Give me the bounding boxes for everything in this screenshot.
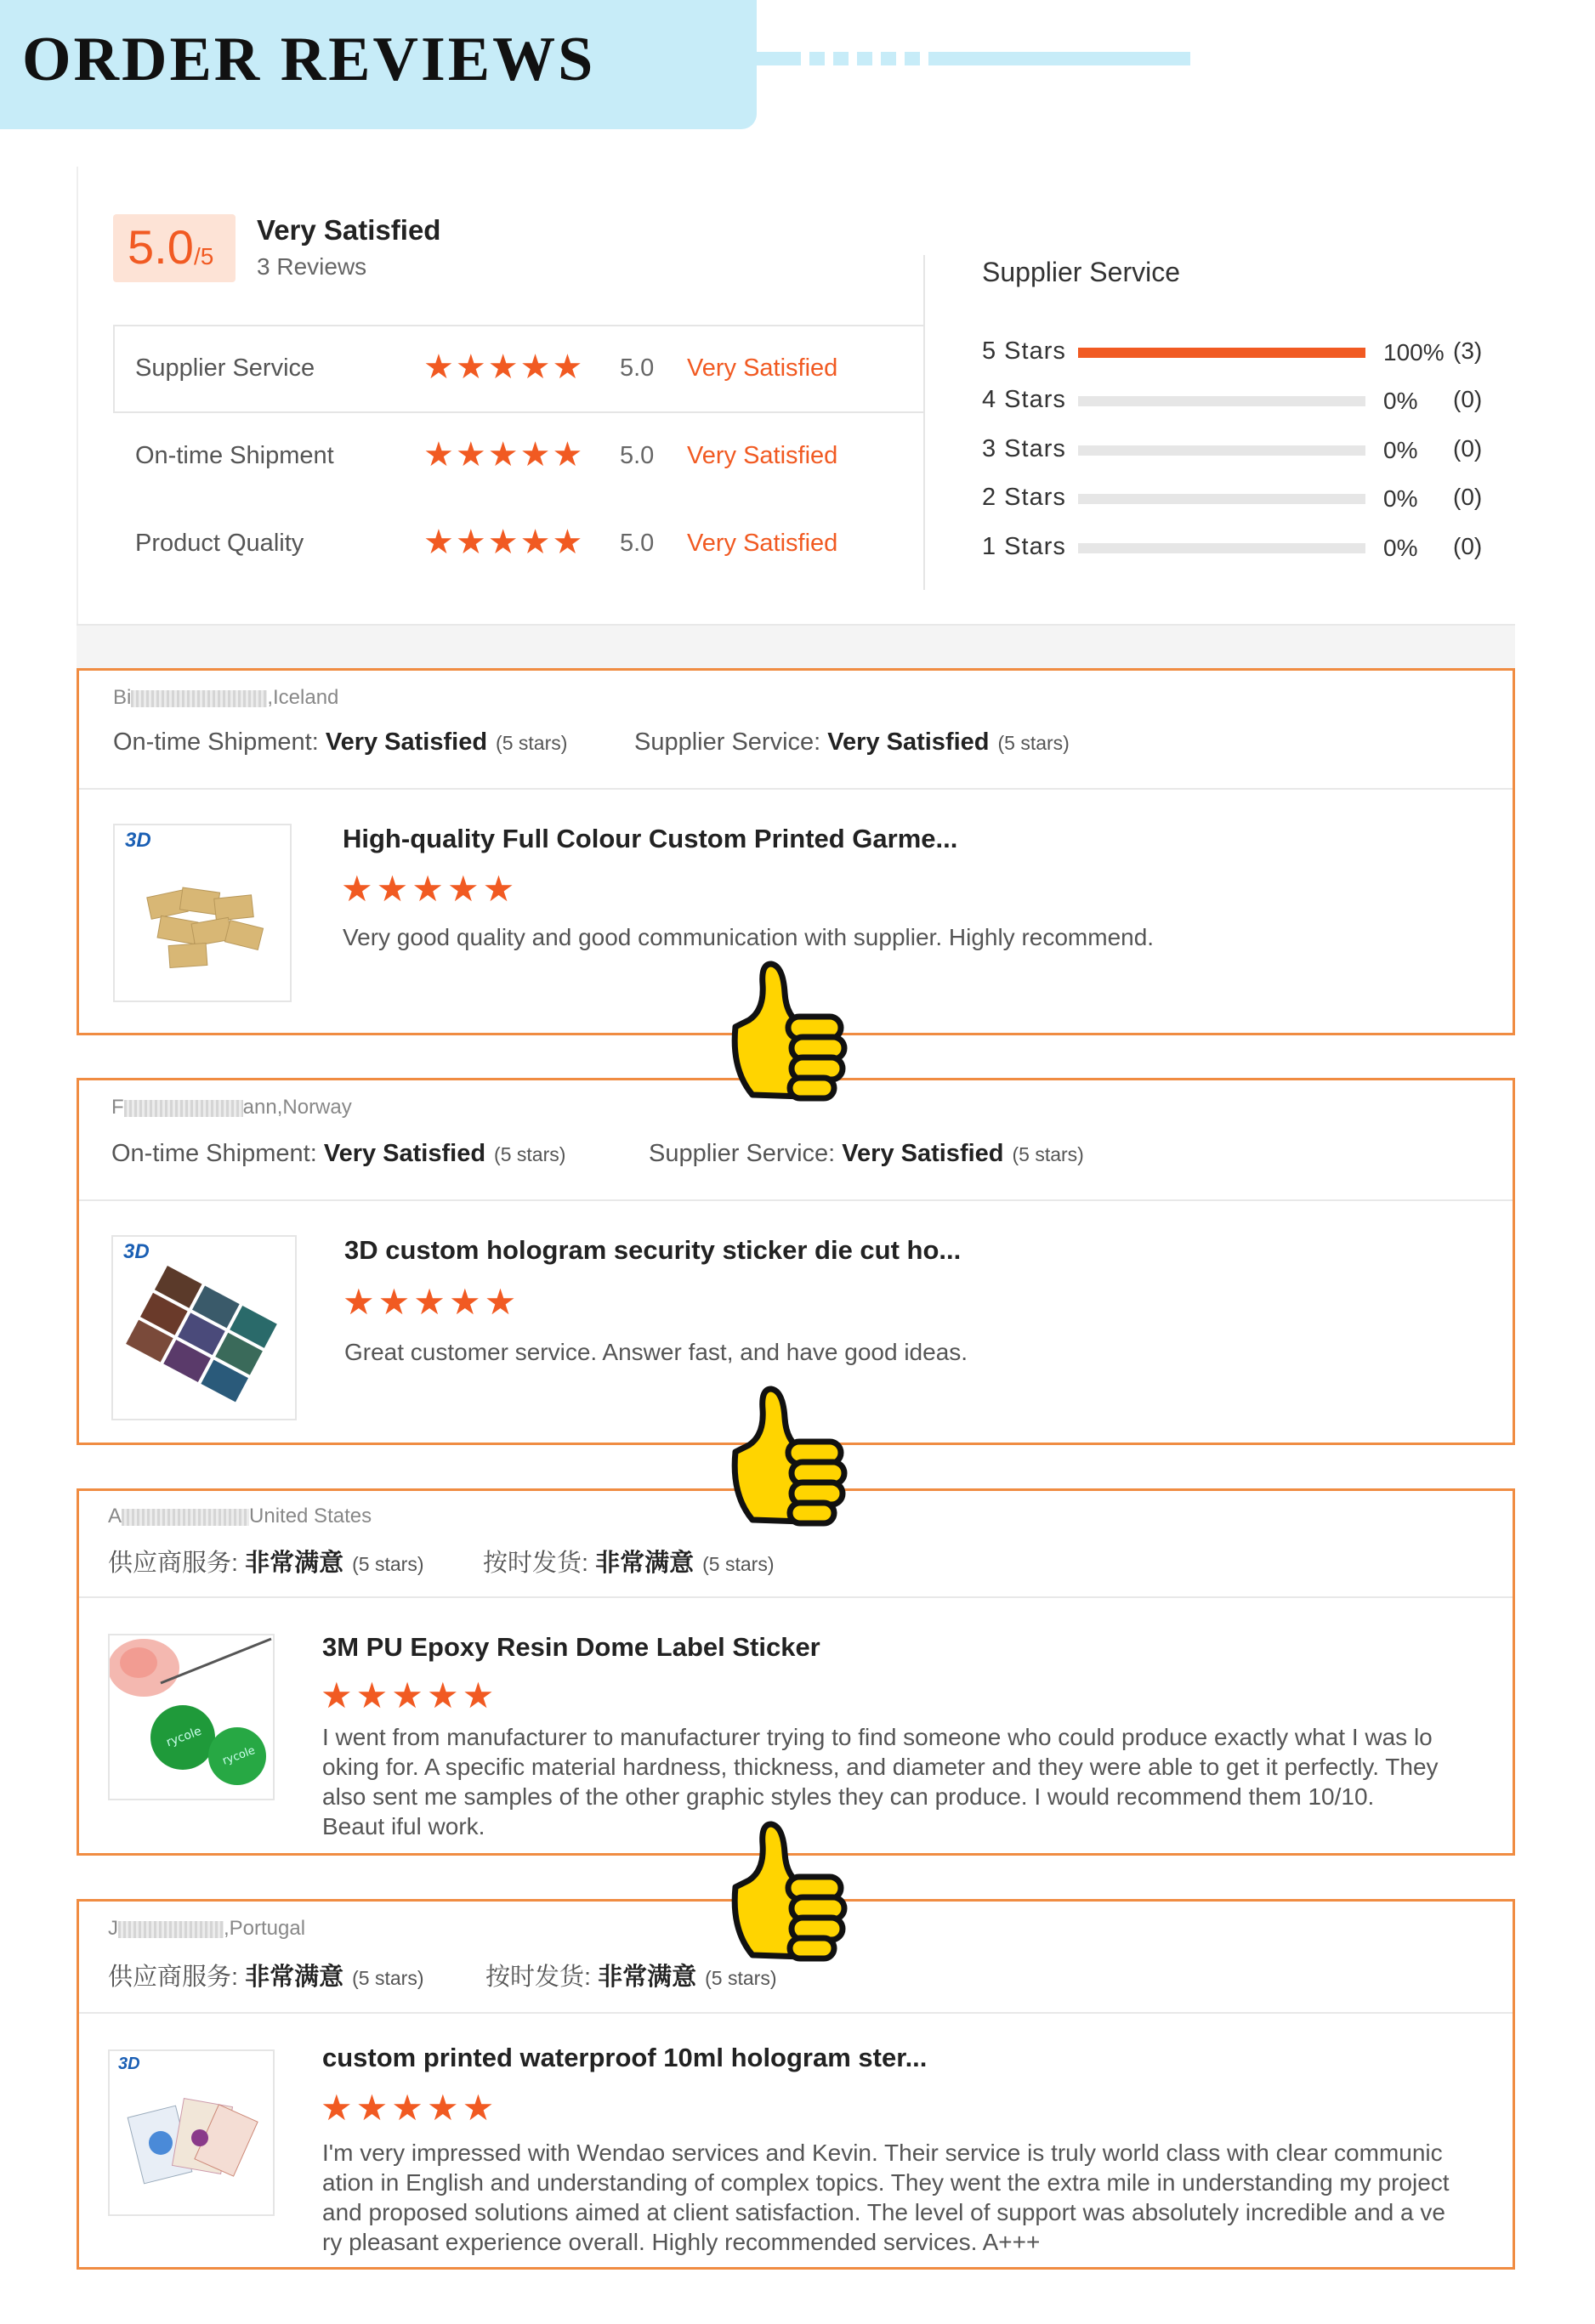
review-rating-stars: ★★★★★ — [343, 1282, 520, 1322]
product-title[interactable]: 3D custom hologram security sticker die cut ho... — [344, 1235, 962, 1265]
review-meta-shipment: On-time Shipment: Very Satisfied (5 stars) — [111, 1140, 566, 1167]
distribution-count: (0) — [1453, 484, 1483, 510]
review-meta-service: 供应商服务: 非常满意 (5 stars) — [108, 1550, 424, 1577]
distribution-label: 1 Stars — [982, 533, 1066, 560]
distribution-bar — [1078, 348, 1365, 358]
sub-rating-label: On-time Shipment — [135, 442, 334, 469]
distribution-pct: 0% — [1383, 388, 1418, 414]
banner-dash — [833, 52, 849, 65]
overall-score: 5.0 — [128, 220, 194, 274]
review-comment: I'm very impressed with Wendao services and Kevin. Their service is truly world class with clear communic ation in English and understanding of complex topics. They went the extra mile in understanding my project and proposed solutions aimed at client satisfaction. The level of support was absolutely incredible and a ve ry pleasant experience overall. Highly recommended services. A+++ — [322, 2140, 1450, 2255]
svg-text:rycole: rycole — [164, 1724, 204, 1750]
distribution-bar — [1078, 445, 1365, 456]
distribution-label: 5 Stars — [982, 337, 1066, 365]
dome-labels-image — [110, 1635, 275, 1800]
sub-rating-stars: ★★★★★ — [423, 349, 585, 386]
redacted-name — [118, 1921, 224, 1938]
redacted-name — [122, 1509, 249, 1526]
review-count: 3 Reviews — [257, 253, 367, 280]
distribution-count: (3) — [1453, 337, 1483, 364]
product-title[interactable]: 3M PU Epoxy Resin Dome Label Sticker — [322, 1632, 820, 1662]
product-image[interactable] — [108, 2049, 275, 2216]
banner-dash — [905, 52, 920, 65]
svg-text:rycole: rycole — [220, 1743, 258, 1768]
reviewer-name: F ann,Norway — [111, 1096, 352, 1119]
sub-rating-score: 5.0 — [620, 530, 655, 557]
card-divider — [79, 788, 1513, 790]
distribution-bar — [1078, 396, 1365, 406]
product-title[interactable]: custom printed waterproof 10ml hologram ster... — [322, 2043, 928, 2072]
divider — [923, 255, 925, 325]
overall-label: Very Satisfied — [257, 214, 441, 246]
distribution-label: 2 Stars — [982, 484, 1066, 511]
summary-gray-band — [77, 626, 1515, 668]
distribution-pct: 0% — [1383, 535, 1418, 561]
sub-rating-text: Very Satisfied — [687, 530, 838, 557]
sub-rating-score: 5.0 — [620, 354, 655, 382]
distribution-count: (0) — [1453, 435, 1483, 462]
reviewer-name: Bi ,Iceland — [113, 686, 339, 709]
thumbs-up-icon — [718, 1384, 854, 1537]
distribution-pct: 0% — [1383, 437, 1418, 463]
product-image[interactable] — [108, 1634, 275, 1800]
reviewer-name: J ,Portugal — [108, 1917, 306, 1940]
review-comment: Very good quality and good communication with supplier. Highly recommend. — [343, 924, 1155, 950]
reviewer-name: A United States — [108, 1505, 372, 1528]
distribution-bar — [1078, 494, 1365, 504]
distribution-bar — [1078, 543, 1365, 553]
distribution-count: (0) — [1453, 533, 1483, 559]
sub-rating-text: Very Satisfied — [687, 442, 838, 469]
brand-logo-icon: 3D — [123, 1240, 150, 1263]
banner-dash — [881, 52, 896, 65]
brand-logo-icon: 3D — [125, 829, 151, 852]
review-rating-stars: ★★★★★ — [321, 1675, 498, 1715]
review-meta-shipment: 按时发货: 非常满意 (5 stars) — [483, 1550, 775, 1577]
card-divider — [79, 1596, 1513, 1598]
review-card — [77, 1488, 1515, 1856]
redacted-name — [131, 690, 267, 707]
thumbs-up-icon — [718, 1819, 854, 1972]
sub-rating-label: Supplier Service — [135, 354, 315, 382]
hologram-packs-image — [110, 2051, 275, 2216]
product-title[interactable]: High-quality Full Colour Custom Printed Garme... — [343, 824, 958, 853]
distribution-bar-fill — [1078, 348, 1365, 358]
sub-rating-stars: ★★★★★ — [423, 524, 585, 561]
card-divider — [79, 2012, 1513, 2014]
review-meta-service: Supplier Service: Very Satisfied (5 stars) — [649, 1140, 1084, 1167]
hologram-stickers-image — [113, 1237, 297, 1420]
review-meta-shipment: On-time Shipment: Very Satisfied (5 stars) — [113, 728, 568, 756]
divider — [923, 413, 925, 590]
banner-dash — [857, 52, 872, 65]
distribution-label: 3 Stars — [982, 435, 1066, 462]
distribution-pct: 0% — [1383, 485, 1418, 512]
review-rating-stars: ★★★★★ — [341, 869, 519, 909]
distribution-label: 4 Stars — [982, 386, 1066, 413]
distribution-title: Supplier Service — [982, 257, 1180, 287]
review-meta-service: Supplier Service: Very Satisfied (5 stars) — [634, 728, 1070, 756]
sub-rating-score: 5.0 — [620, 442, 655, 469]
distribution-count: (0) — [1453, 386, 1483, 412]
brand-logo-icon: 3D — [118, 2055, 140, 2073]
review-comment: I went from manufacturer to manufacturer trying to find someone who could produce exactly what I was lo oking for. A specific material hardness, thickness, and diameter and they were able to get it perfectly. They also sent me samples of the other graphic styles they can produce. I would recommend them 10/10. Beaut iful work. — [322, 1724, 1439, 1839]
overall-score-max: /5 — [194, 243, 214, 269]
sub-rating-text: Very Satisfied — [687, 354, 838, 382]
review-meta-shipment: 按时发货: 非常满意 (5 stars) — [485, 1964, 777, 1991]
thumbs-up-icon — [718, 959, 854, 1112]
review-rating-stars: ★★★★★ — [321, 2088, 498, 2128]
review-meta-service: 供应商服务: 非常满意 (5 stars) — [108, 1964, 424, 1991]
banner-dash — [928, 52, 1190, 65]
sub-rating-label: Product Quality — [135, 530, 304, 557]
banner-dash — [809, 52, 825, 65]
banner-dash — [757, 52, 801, 65]
redacted-name — [124, 1100, 243, 1117]
card-divider — [79, 1199, 1513, 1201]
page-title: ORDER REVIEWS — [22, 25, 596, 94]
product-image[interactable] — [111, 1235, 297, 1420]
product-image[interactable] — [113, 824, 292, 1002]
sub-rating-stars: ★★★★★ — [423, 436, 585, 473]
distribution-pct: 100% — [1383, 339, 1445, 366]
review-comment: Great customer service. Answer fast, and have good ideas. — [344, 1339, 968, 1365]
